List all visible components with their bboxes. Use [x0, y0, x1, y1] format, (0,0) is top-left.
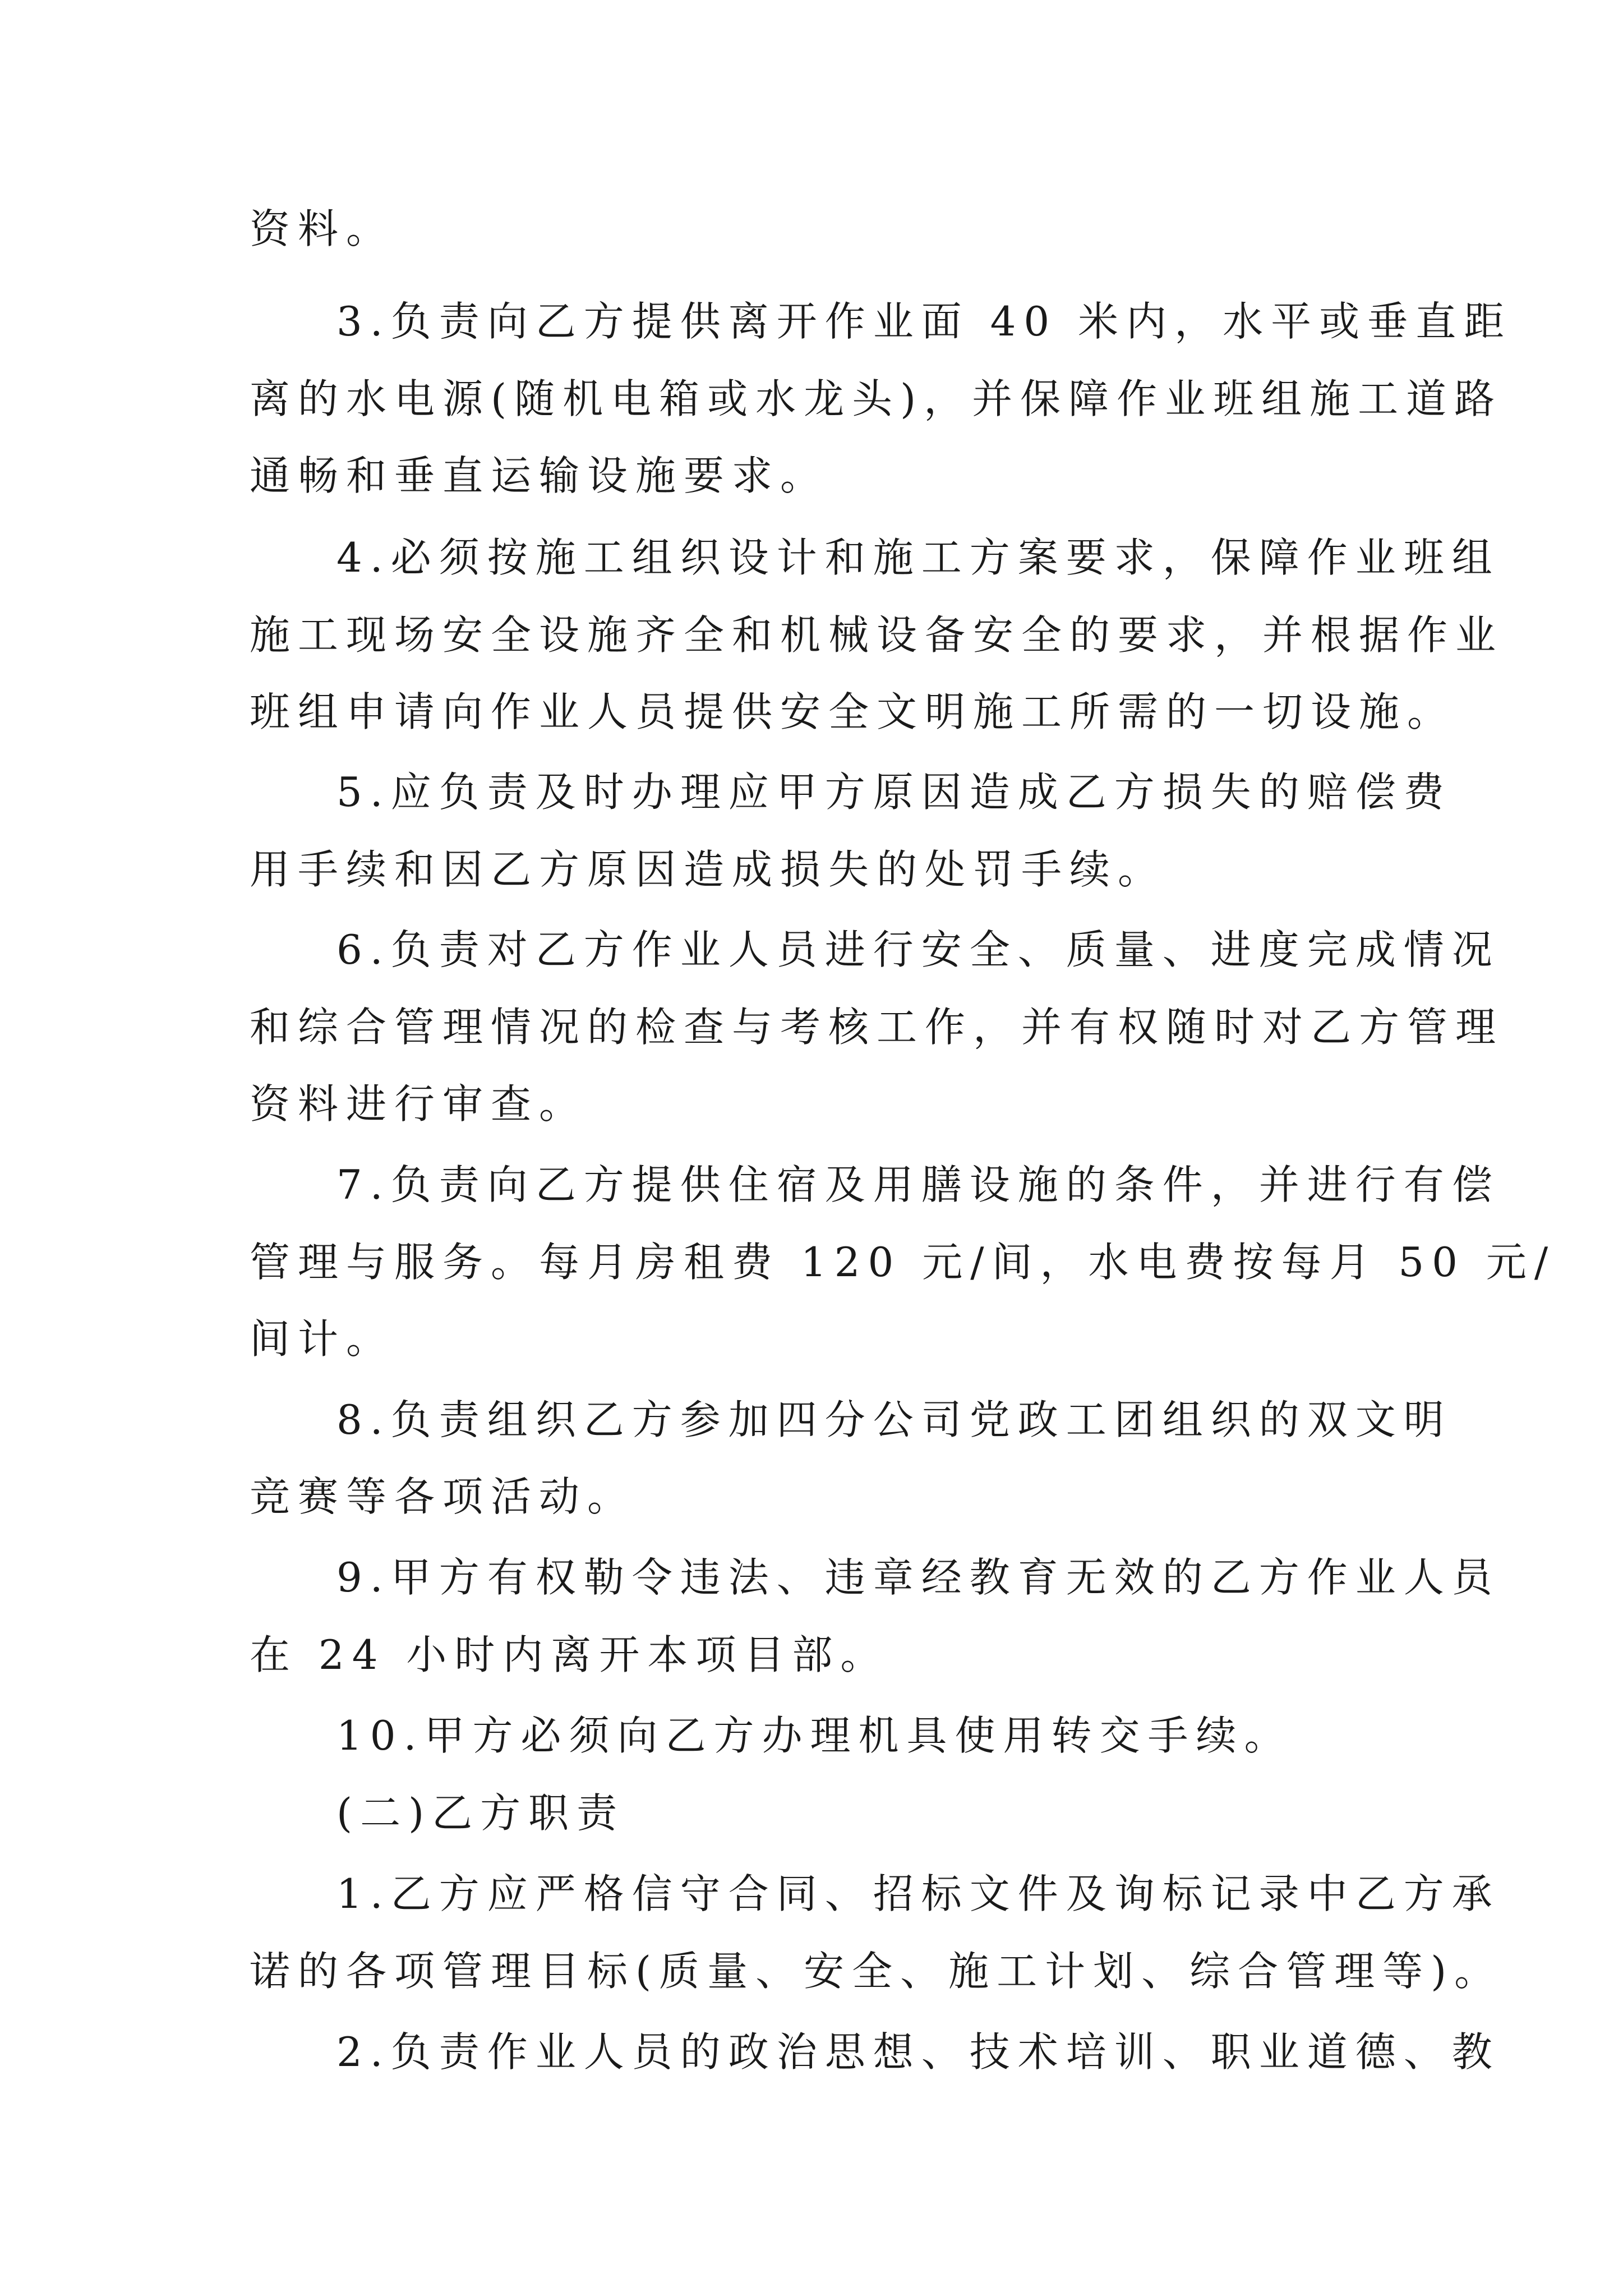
text-line: 资料进行审查。	[250, 1080, 588, 1128]
text-line: 7.负责向乙方提供住宿及用膳设施的条件，并进行有偿	[336, 1161, 1500, 1208]
text-line: 1.乙方应严格信守合同、招标文件及询标记录中乙方承	[336, 1870, 1500, 1917]
text-line: 资料。	[250, 205, 395, 252]
text-line: 诺的各项管理目标(质量、安全、施工计划、综合管理等)。	[250, 1948, 1503, 1995]
text-line: 班组申请向作业人员提供安全文明施工所需的一切设施。	[250, 688, 1456, 735]
text-line: 管理与服务。每月房租费 120 元/间，水电费按每月 50 元/	[250, 1239, 1556, 1286]
text-line: 用手续和因乙方原因造成损失的处罚手续。	[250, 846, 1166, 893]
text-line: 离的水电源(随机电箱或水龙头)，并保障作业班组施工道路	[250, 375, 1503, 422]
text-line: 9.甲方有权勒令违法、违章经教育无效的乙方作业人员	[336, 1554, 1500, 1601]
text-line: 8.负责组织乙方参加四分公司党政工团组织的双文明	[336, 1396, 1452, 1443]
text-line: 10.甲方必须向乙方办理机具使用转交手续。	[336, 1712, 1293, 1759]
text-line: 2.负责作业人员的政治思想、技术培训、职业道德、教	[336, 2028, 1500, 2076]
text-line: 在 24 小时内离开本项目部。	[250, 1631, 889, 1678]
section-heading: (二)乙方职责	[336, 1789, 625, 1837]
text-line: 施工现场安全设施齐全和机械设备安全的要求，并根据作业	[250, 611, 1504, 659]
text-line: 竞赛等各项活动。	[250, 1473, 636, 1520]
text-line: 6.负责对乙方作业人员进行安全、质量、进度完成情况	[336, 926, 1500, 973]
text-line: 间计。	[250, 1315, 395, 1363]
text-line: 5.应负责及时办理应甲方原因造成乙方损失的赔偿费	[336, 769, 1452, 816]
text-line: 通畅和垂直运输设施要求。	[250, 452, 829, 499]
text-line: 4.必须按施工组织设计和施工方案要求，保障作业班组	[336, 534, 1500, 581]
text-line: 和综合管理情况的检查与考核工作，并有权随时对乙方管理	[250, 1004, 1504, 1051]
text-line: 3.负责向乙方提供离开作业面 40 米内，水平或垂直距	[336, 298, 1513, 345]
